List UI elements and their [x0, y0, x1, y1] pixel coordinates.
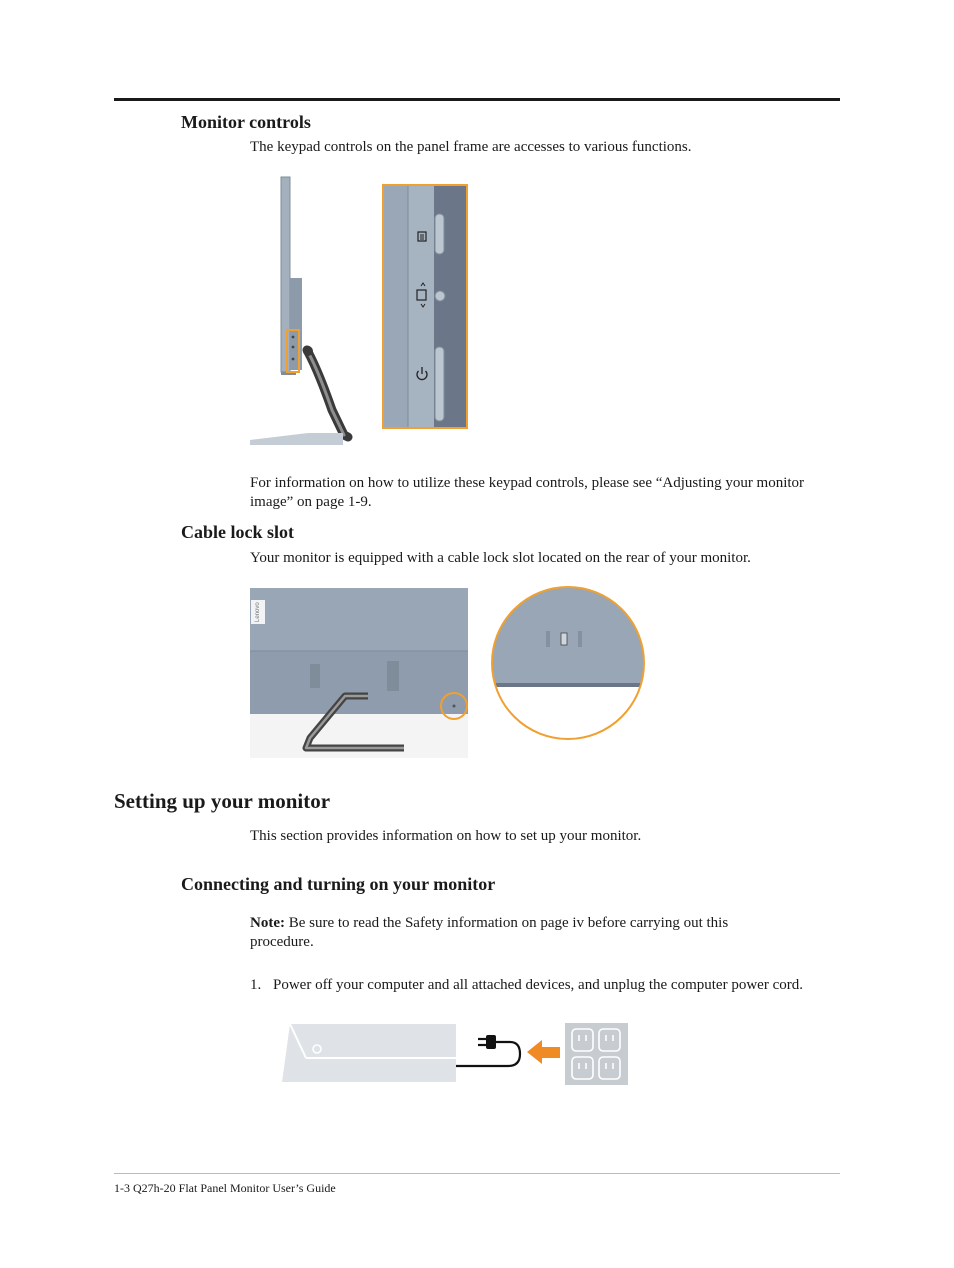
- setup-intro: This section provides information on how to set up your monitor.: [250, 828, 642, 844]
- note-text: Be sure to read the Safety information on page iv before carrying out this procedure.: [250, 915, 729, 950]
- step-1-number: 1.: [250, 977, 262, 993]
- connecting-heading: Connecting and turning on your monitor: [181, 874, 496, 894]
- cable-lock-zoom-figure: [489, 586, 647, 740]
- monitor-controls-intro: The keypad controls on the panel frame are accesses to various functions.: [250, 139, 692, 155]
- monitor-rear-figure: [250, 588, 468, 758]
- arrow-left-icon: [527, 1040, 560, 1064]
- monitor-side-figure: [248, 175, 348, 450]
- monitor-controls-heading: Monitor controls: [181, 112, 311, 132]
- cable-lock-slot-icon: [561, 633, 567, 645]
- keypad-closeup-figure: [382, 184, 468, 430]
- page-footer: 1-3 Q27h-20 Flat Panel Monitor User’s Guide: [114, 1181, 336, 1195]
- power-plug-icon: [456, 1035, 520, 1066]
- lenovo-logo: Lenovo: [251, 600, 265, 624]
- unplug-power-figure: [280, 1022, 630, 1088]
- setup-heading: Setting up your monitor: [114, 789, 331, 813]
- wall-outlet-icon: [565, 1023, 628, 1085]
- step-1-text: Power off your computer and all attached devices, and unplug the computer power cord.: [273, 977, 803, 993]
- note-paragraph: [250, 914, 795, 952]
- cable-lock-heading: Cable lock slot: [181, 522, 295, 542]
- note-label: Note:: [250, 915, 285, 931]
- top-rule: [114, 98, 840, 101]
- cable-lock-intro: Your monitor is equipped with a cable lock slot located on the rear of your monitor.: [250, 550, 751, 566]
- footer-rule: [114, 1173, 840, 1174]
- monitor-controls-followup: For information on how to utilize these keypad controls, please see “Adjusting your monitor image” on page 1-9.: [250, 475, 805, 510]
